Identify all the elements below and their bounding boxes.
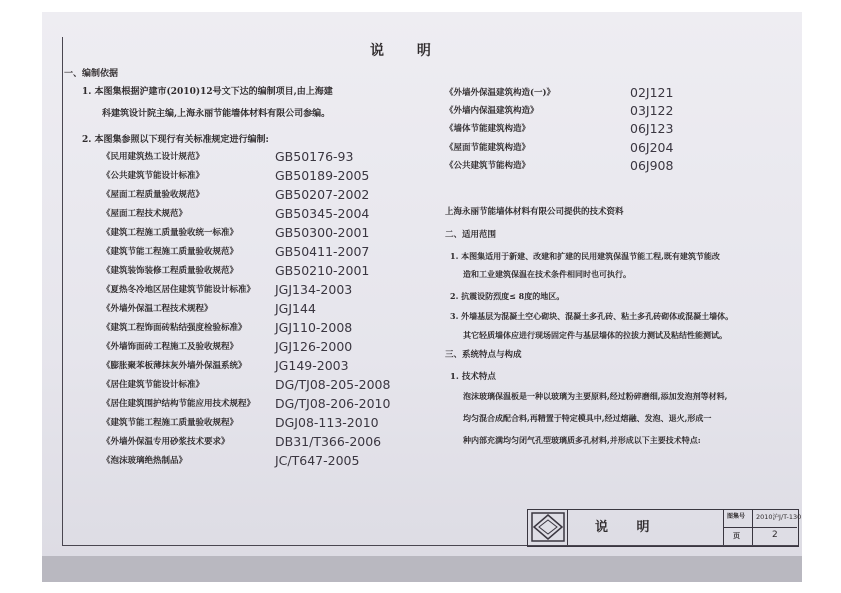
standard-code: GB50411-2007 [275,244,370,259]
standard-name: 《外墙内保温建筑构造》 [445,106,539,116]
company-tech-docs: 上海永丽节能墙体材料有限公司提供的技术资料 [445,207,624,217]
standard-name: 《墙体节能建筑构造》 [445,124,531,134]
standard-name: 《屋面工程质量验收规范》 [102,190,205,200]
standard-name: 《屋面工程技术规范》 [102,209,188,219]
standard-code: GB50300-2001 [275,225,370,240]
scope-heading: 二、适用范围 [445,230,497,240]
tech-heading: 1. 技术特点 [450,372,496,382]
standard-name: 《泡沫玻璃绝热制品》 [102,456,188,466]
standard-code: 03J122 [630,103,674,118]
standard-code: DG/TJ08-205-2008 [275,377,391,392]
atlas-number-value: 2010沪J/T-130 [756,513,802,521]
standard-name: 《建筑装饰装修工程质量验收规范》 [102,266,239,276]
tech-line3: 种内部充满均匀闭气孔型玻璃质多孔材料,并形成以下主要技术特点: [463,435,701,445]
standard-code: GB50210-2001 [275,263,370,278]
standard-name: 《公共建筑节能构造》 [445,161,531,171]
scope-item3-line2: 其它轻质墙体应进行现场固定件与基层墙体的拉拔力测试及粘结性能测试。 [463,330,727,340]
standard-name: 《居住建筑围护结构节能应用技术规程》 [102,399,256,409]
scope-item2: 2. 抗震设防烈度≤ 8度的地区。 [450,291,565,301]
standard-code: 06J908 [630,158,674,173]
page-title: 说 明 [370,43,445,59]
section-heading-basis: 一、编制依据 [64,69,119,79]
standard-name: 《外墙饰面砖工程施工及验收规程》 [102,342,239,352]
sheet-shadow [42,556,802,582]
standard-name: 《屋面节能建筑构造》 [445,143,531,153]
standard-code: DGJ08-113-2010 [275,415,379,430]
standard-name: 《建筑节能工程施工质量验收规程》 [102,418,239,428]
standard-name: 《外墙外保温建筑构造(一)》 [445,88,556,98]
standard-code: 02J121 [630,85,674,100]
standard-name: 《建筑工程施工质量验收统一标准》 [102,228,239,238]
title-block-label: 说 明 [595,520,662,535]
scope-item1-line2: 造和工业建筑保温在技术条件相同时也可执行。 [463,269,631,279]
standard-name: 《民用建筑热工设计规范》 [102,152,205,162]
features-heading: 三、系统特点与构成 [445,350,522,360]
atlas-number-label: 图集号 [727,513,746,520]
page-number: 2 [772,530,778,540]
standard-code: DB31/T366-2006 [275,434,382,449]
title-block-rule [723,527,797,528]
item1-line2: 科建筑设计院主编,上海永丽节能墙体材料有限公司参编。 [102,109,331,119]
tech-line1: 泡沫玻璃保温板是一种以玻璃为主要原料,经过粉碎磨细,添加发泡剂等材料, [463,391,728,401]
standard-code: 06J123 [630,121,674,136]
standard-name: 《公共建筑节能设计标准》 [102,171,205,181]
standard-name: 《外墙外保温工程技术规程》 [102,304,213,314]
scope-item1-line1: 1. 本图集适用于新建、改建和扩建的民用建筑保温节能工程,既有建筑节能改 [450,251,720,261]
item1-line1: 1. 本图集根据沪建市(2010)12号文下达的编制项目,由上海建 [82,87,333,97]
standard-code: DG/TJ08-206-2010 [275,396,391,411]
standard-code: GB50207-2002 [275,187,370,202]
scope-item3-line1: 3. 外墙基层为混凝土空心砌块、混凝土多孔砖、粘土多孔砖砌体或混凝土墙体。 [450,311,734,321]
tech-line2: 均匀混合成配合料,再精置于特定模具中,经过熔融、发泡、退火,形成一 [463,413,712,423]
standard-name: 《居住建筑节能设计标准》 [102,380,205,390]
standard-code: JGJ110-2008 [275,320,353,335]
standard-code: JGJ134-2003 [275,282,353,297]
standard-name: 《建筑节能工程施工质量验收规范》 [102,247,239,257]
standard-name: 《建筑工程饰面砖粘结强度检验标准》 [102,323,247,333]
title-block-divider [567,509,568,545]
standard-name: 《夏热冬冷地区居住建筑节能设计标准》 [102,285,256,295]
standard-code: JC/T647-2005 [275,453,360,468]
standard-code: JGJ144 [275,301,316,316]
item2-heading: 2. 本图集参照以下现行有关标准规定进行编制: [82,135,269,145]
logo-icon [531,512,565,542]
standard-name: 《外墙外保温专用砂浆技术要求》 [102,437,230,447]
standard-code: JGJ126-2000 [275,339,353,354]
page-label: 页 [733,531,740,540]
standard-code: JG149-2003 [275,358,349,373]
standard-code: 06J204 [630,140,674,155]
standard-code: GB50345-2004 [275,206,370,221]
standard-code: GB50176-93 [275,149,354,164]
standard-code: GB50189-2005 [275,168,370,183]
standard-name: 《膨胀聚苯板薄抹灰外墙外保温系统》 [102,361,247,371]
